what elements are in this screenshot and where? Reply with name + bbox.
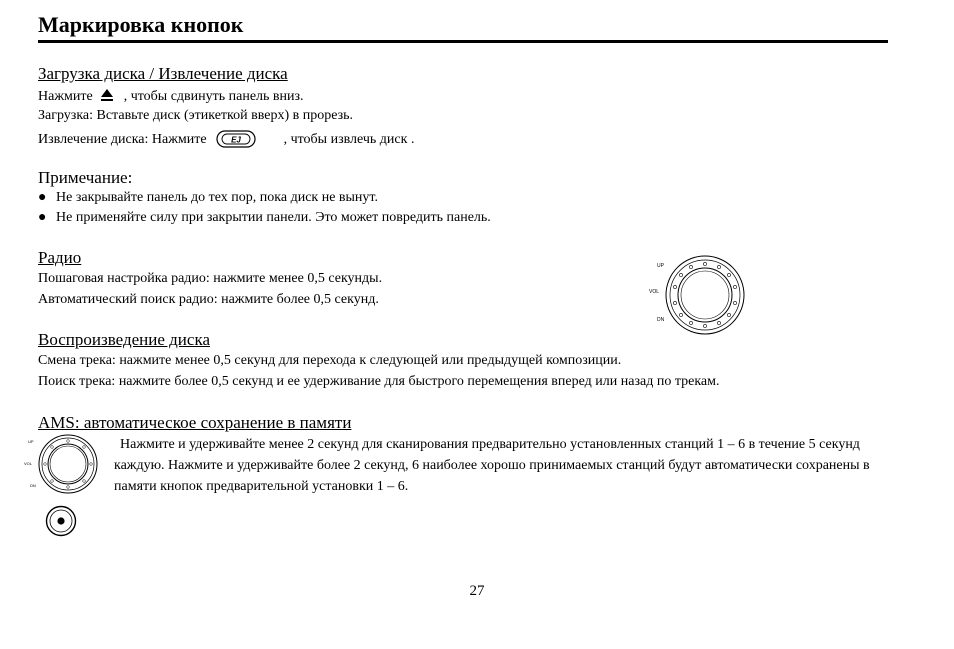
knob-vol-label: VOL	[24, 461, 33, 466]
title-underline-rule	[38, 40, 888, 43]
note-item	[38, 190, 378, 206]
ams-button-icon	[45, 505, 77, 537]
disc-line-3-post: , чтобы извлечь диск .	[283, 132, 415, 147]
playback-heading: Воспроизведение диска	[38, 330, 210, 349]
ams-text: Нажмите и удерживайте менее 2 секунд для сканирования предварительно установленных станций 1 – 6 в течение 5 секунд каждую. Нажмите и удерживайте более 2 секунд, 6 наиболее хорошо принимаемых станций будут автоматически сохранены в памяти кнопок предварительной установки 1 – 6.	[114, 437, 870, 494]
note-item	[38, 210, 491, 226]
bullet-icon: ●	[38, 210, 47, 225]
knob-dn-label: DN	[657, 317, 665, 323]
volume-knob-icon	[647, 253, 747, 337]
knob-up-label: UP	[657, 263, 664, 269]
ej-button-icon	[216, 130, 256, 148]
note-heading: Примечание:	[38, 168, 133, 187]
volume-knob-icon	[22, 432, 102, 496]
disc-line-1-pre: Нажмите	[38, 89, 93, 104]
disc-heading: Загрузка диска / Извлечение диска	[38, 64, 288, 83]
note-item-text: Не применяйте силу при закрытии панели. Это может повредить панель.	[56, 210, 491, 225]
disc-line-2: Загрузка: Вставьте диск (этикеткой вверх) в прорезь.	[38, 108, 354, 123]
ams-heading: AMS: автоматическое сохранение в памяти	[38, 413, 352, 432]
disc-line-1-post: , чтобы сдвинуть панель вниз.	[123, 89, 304, 104]
knob-dn-label: DN	[30, 483, 36, 488]
page-number: 27	[469, 583, 485, 599]
ej-label: EJ	[231, 135, 241, 145]
playback-line-2: Поиск трека: нажмите более 0,5 секунд и ее удерживание для быстрого перемещения вперед или назад по трекам.	[38, 374, 720, 389]
bullet-icon: ●	[38, 190, 47, 205]
radio-line-2: Автоматический поиск радио: нажмите более 0,5 секунд.	[38, 292, 379, 307]
disc-line-1	[38, 88, 304, 105]
note-item-text: Не закрывайте панель до тех пор, пока диск не вынут.	[56, 190, 378, 205]
radio-heading: Радио	[38, 248, 82, 267]
disc-line-3	[38, 130, 414, 148]
knob-vol-label: VOL	[649, 289, 660, 295]
eject-icon	[100, 88, 114, 102]
playback-line-1: Смена трека: нажмите менее 0,5 секунд для перехода к следующей или предыдущей композиции.	[38, 353, 622, 368]
disc-line-3-pre: Извлечение диска: Нажмите	[38, 132, 207, 147]
knob-up-label: UP	[28, 439, 34, 444]
page-title: Маркировка кнопок	[38, 12, 244, 37]
radio-line-1: Пошаговая настройка радио: нажмите менее 0,5 секунды.	[38, 271, 383, 286]
ams-description	[114, 434, 884, 497]
